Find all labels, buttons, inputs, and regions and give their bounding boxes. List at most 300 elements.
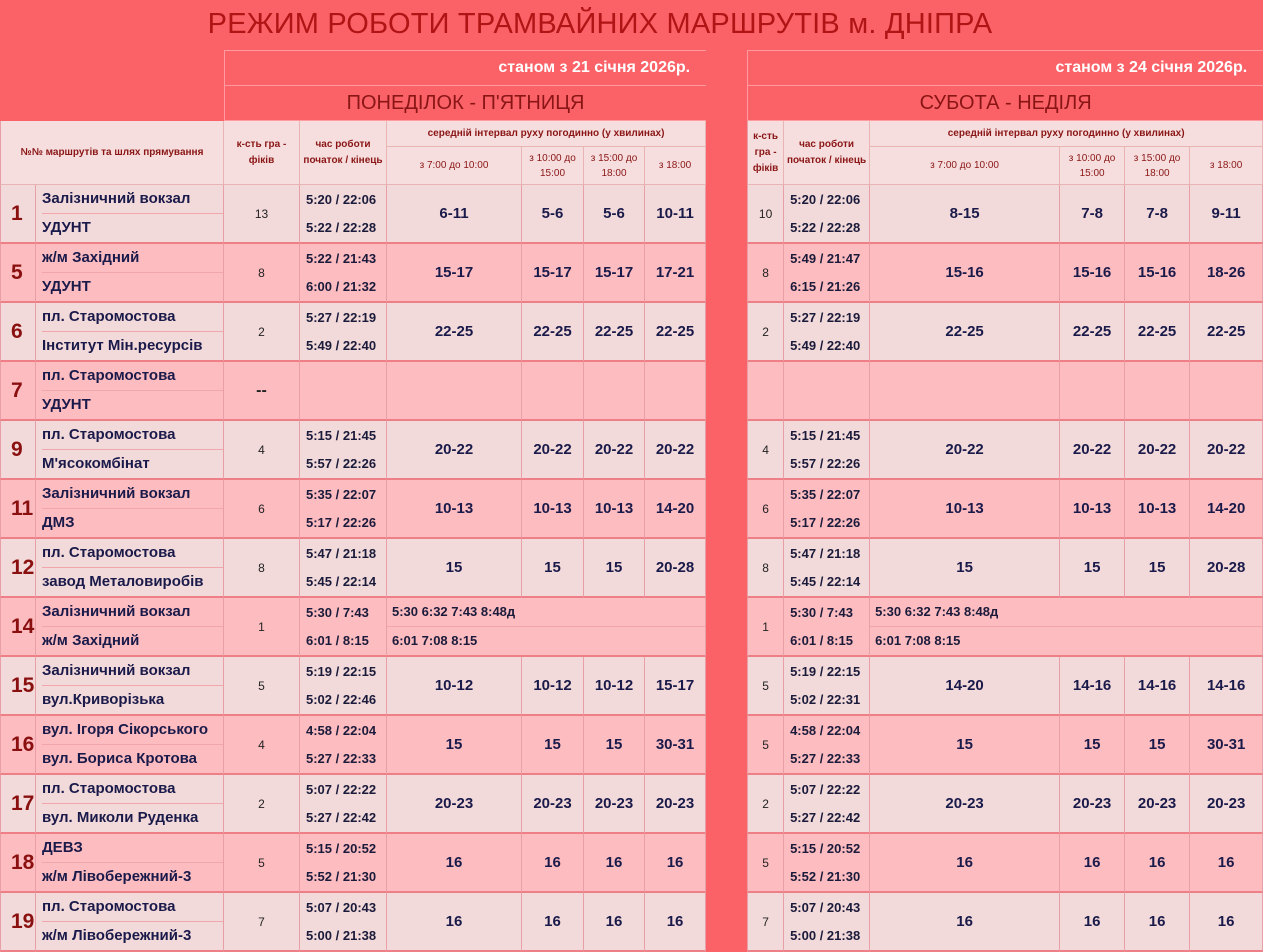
graph-count: 2	[747, 303, 784, 362]
start-time: 5:27 / 22:19	[306, 309, 377, 325]
graph-count: 1	[224, 598, 300, 657]
graph-count: 8	[747, 539, 784, 598]
interval-period-2: 20-23	[522, 775, 584, 834]
end-time: 5:52 / 21:30	[790, 868, 861, 884]
interval-period-3: 10-13	[1125, 480, 1190, 539]
interval-period-3: 15-16	[1125, 244, 1190, 303]
interval-period-1	[387, 362, 522, 421]
route-from: ж/м Західний	[42, 244, 223, 273]
work-hours	[784, 539, 870, 598]
interval-period-4: 18-26	[1190, 244, 1263, 303]
interval-period-3: 14-16	[1125, 657, 1190, 716]
column-gap	[706, 775, 747, 834]
route-to: ж/м Лівобережний-3	[42, 927, 192, 944]
column-gap	[706, 244, 747, 303]
interval-period-2: 16	[522, 893, 584, 952]
period-2-header-weekend: з 10:00 до 15:00	[1060, 147, 1125, 185]
work-hours	[784, 716, 870, 775]
interval-period-2: 15	[522, 539, 584, 598]
interval-period-1: 15-17	[387, 244, 522, 303]
column-gap	[706, 539, 747, 598]
interval-period-4: 16	[1190, 893, 1263, 952]
start-time: 5:07 / 22:22	[790, 781, 861, 797]
route-path	[36, 893, 224, 952]
route-from: ДЕВЗ	[42, 834, 223, 863]
interval-period-4: 15-17	[645, 657, 706, 716]
end-time: 5:45 / 22:14	[790, 573, 861, 589]
interval-period-3: 16	[1125, 834, 1190, 893]
route-to: вул.Криворізька	[42, 691, 165, 708]
route-number: 18	[0, 834, 36, 893]
graph-count: 5	[747, 716, 784, 775]
route-number: 6	[0, 303, 36, 362]
interval-period-1: 16	[387, 834, 522, 893]
interval-period-1: 20-22	[387, 421, 522, 480]
interval-period-1: 20-23	[387, 775, 522, 834]
interval-period-1: 16	[870, 834, 1060, 893]
interval-period-2: 20-23	[1060, 775, 1125, 834]
route-number: 11	[0, 480, 36, 539]
hours-header-weekend: час роботи початок / кінець	[784, 121, 870, 185]
interval-period-1: 15	[387, 539, 522, 598]
interval-period-2: 22-25	[1060, 303, 1125, 362]
route-path	[36, 303, 224, 362]
interval-period-3: 15	[1125, 539, 1190, 598]
departure-list	[387, 598, 706, 657]
interval-period-1: 15	[870, 539, 1060, 598]
start-time: 5:30 / 7:43	[790, 604, 853, 620]
route-to: вул. Бориса Кротова	[42, 750, 198, 767]
route-to: вул. Миколи Руденка	[42, 809, 199, 826]
interval-period-3: 20-22	[584, 421, 645, 480]
start-time: 5:19 / 22:15	[790, 663, 861, 679]
work-hours	[784, 657, 870, 716]
route-number: 15	[0, 657, 36, 716]
route-from: пл. Старомостова	[42, 539, 223, 568]
interval-period-2: 10-12	[522, 657, 584, 716]
start-time: 4:58 / 22:04	[306, 722, 377, 738]
start-time: 5:22 / 21:43	[306, 250, 377, 266]
route-path	[36, 834, 224, 893]
work-hours	[300, 421, 387, 480]
graph-count: 6	[747, 480, 784, 539]
start-time: 5:19 / 22:15	[306, 663, 377, 679]
graph-count: 1	[747, 598, 784, 657]
interval-period-3: 5-6	[584, 185, 645, 244]
interval-period-4: 16	[645, 893, 706, 952]
route-to: ж/м Лівобережний-3	[42, 868, 192, 885]
route-to: ДМЗ	[42, 514, 75, 531]
start-time: 5:20 / 22:06	[306, 191, 377, 207]
interval-period-1	[870, 362, 1060, 421]
interval-period-2: 16	[1060, 834, 1125, 893]
route-row	[0, 185, 1263, 244]
interval-period-1: 8-15	[870, 185, 1060, 244]
graph-count: 8	[747, 244, 784, 303]
start-time	[790, 363, 869, 391]
route-path	[36, 480, 224, 539]
interval-period-1: 10-13	[387, 480, 522, 539]
interval-period-1: 22-25	[387, 303, 522, 362]
route-from: пл. Старомостова	[42, 421, 223, 450]
page-title: РЕЖИМ РОБОТИ ТРАМВАЙНИХ МАРШРУТІВ м. ДНІПРА	[207, 8, 993, 40]
period-3-header: з 15:00 до 18:00	[584, 147, 645, 185]
work-hours	[300, 303, 387, 362]
interval-period-3: 16	[584, 834, 645, 893]
route-to: М'ясокомбінат	[42, 455, 150, 472]
end-time: 5:22 / 22:28	[306, 219, 377, 235]
column-gap	[706, 834, 747, 893]
interval-period-2: 22-25	[522, 303, 584, 362]
interval-period-4: 30-31	[1190, 716, 1263, 775]
end-time: 5:17 / 22:26	[306, 514, 377, 530]
route-path	[36, 539, 224, 598]
route-number: 12	[0, 539, 36, 598]
graph-count: 4	[747, 421, 784, 480]
end-time: 5:52 / 21:30	[306, 868, 377, 884]
graph-count: 5	[747, 834, 784, 893]
interval-period-4: 22-25	[1190, 303, 1263, 362]
interval-period-2	[1060, 362, 1125, 421]
interval-period-4: 20-22	[645, 421, 706, 480]
route-row	[0, 421, 1263, 480]
interval-period-4	[1190, 362, 1263, 421]
end-time: 5:00 / 21:38	[790, 927, 861, 943]
end-time: 6:01 / 8:15	[306, 632, 369, 648]
column-gap	[706, 185, 747, 244]
interval-period-3: 22-25	[1125, 303, 1190, 362]
route-path	[36, 244, 224, 303]
route-row	[0, 834, 1263, 893]
route-path	[36, 362, 224, 421]
route-to: УДУНТ	[42, 219, 91, 236]
start-time: 5:47 / 21:18	[306, 545, 377, 561]
work-hours	[300, 362, 387, 421]
interval-period-4: 16	[1190, 834, 1263, 893]
work-hours	[784, 480, 870, 539]
work-hours	[300, 657, 387, 716]
interval-period-3: 15	[584, 716, 645, 775]
work-hours	[300, 480, 387, 539]
interval-period-1: 15	[387, 716, 522, 775]
period-1-header-weekend: з 7:00 до 10:00	[870, 147, 1060, 185]
column-gap	[706, 480, 747, 539]
interval-period-1: 15	[870, 716, 1060, 775]
route-to: Інститут Мін.ресурсів	[42, 337, 203, 354]
column-gap	[706, 362, 747, 421]
end-time: 5:22 / 22:28	[790, 219, 861, 235]
graph-count: 8	[224, 539, 300, 598]
interval-period-2: 15-16	[1060, 244, 1125, 303]
graph-count	[747, 362, 784, 421]
route-row	[0, 598, 1263, 657]
interval-period-3: 20-23	[584, 775, 645, 834]
route-from: пл. Старомостова	[42, 303, 223, 332]
weekday-label: ПОНЕДІЛОК - П'ЯТНИЦЯ	[224, 85, 706, 121]
route-row	[0, 362, 1263, 421]
end-time: 5:27 / 22:42	[790, 809, 861, 825]
interval-period-4	[645, 362, 706, 421]
interval-period-1: 10-12	[387, 657, 522, 716]
interval-period-2: 16	[1060, 893, 1125, 952]
interval-period-4: 14-20	[1190, 480, 1263, 539]
route-from: вул. Ігоря Сікорського	[42, 716, 223, 745]
interval-period-1: 14-20	[870, 657, 1060, 716]
graph-count: 4	[224, 716, 300, 775]
graph-count: 5	[747, 657, 784, 716]
work-hours	[784, 598, 870, 657]
route-from: Залізничний вокзал	[42, 480, 223, 509]
column-gap	[706, 303, 747, 362]
interval-period-2: 10-13	[1060, 480, 1125, 539]
column-gap	[706, 598, 747, 657]
end-time	[306, 391, 386, 419]
route-number: 14	[0, 598, 36, 657]
interval-period-1: 10-13	[870, 480, 1060, 539]
departures-bottom: 6:01 7:08 8:15	[875, 633, 961, 648]
interval-period-4: 17-21	[645, 244, 706, 303]
work-hours	[784, 421, 870, 480]
route-row	[0, 244, 1263, 303]
route-row	[0, 657, 1263, 716]
interval-period-1: 22-25	[870, 303, 1060, 362]
interval-period-2: 7-8	[1060, 185, 1125, 244]
work-hours	[300, 775, 387, 834]
route-number: 17	[0, 775, 36, 834]
interval-period-2: 15-17	[522, 244, 584, 303]
graph-count: 10	[747, 185, 784, 244]
interval-period-4: 14-16	[1190, 657, 1263, 716]
end-time: 6:00 / 21:32	[306, 278, 377, 294]
interval-period-3: 15-17	[584, 244, 645, 303]
interval-period-4: 9-11	[1190, 185, 1263, 244]
weekend-label: СУБОТА - НЕДІЛЯ	[747, 85, 1263, 121]
interval-period-4: 20-22	[1190, 421, 1263, 480]
end-time: 5:57 / 22:26	[306, 455, 377, 471]
route-header: №№ маршрутів та шлях прямування	[0, 121, 224, 185]
end-time: 5:45 / 22:14	[306, 573, 377, 589]
start-time: 5:49 / 21:47	[790, 250, 861, 266]
start-time: 5:15 / 21:45	[790, 427, 861, 443]
work-hours	[300, 834, 387, 893]
route-from: Залізничний вокзал	[42, 657, 223, 686]
interval-period-4: 10-11	[645, 185, 706, 244]
route-row	[0, 775, 1263, 834]
work-hours	[300, 716, 387, 775]
start-time: 5:07 / 20:43	[306, 899, 377, 915]
route-from: Залізничний вокзал	[42, 598, 223, 627]
period-4-header: з 18:00	[645, 147, 706, 185]
start-time: 5:15 / 20:52	[306, 840, 377, 856]
work-hours	[784, 362, 870, 421]
interval-period-4: 20-28	[1190, 539, 1263, 598]
interval-period-1: 20-22	[870, 421, 1060, 480]
graph-count: 2	[224, 775, 300, 834]
interval-period-3: 10-12	[584, 657, 645, 716]
end-time: 5:02 / 22:31	[790, 691, 861, 707]
start-time: 5:20 / 22:06	[790, 191, 861, 207]
end-time: 5:27 / 22:42	[306, 809, 377, 825]
route-number: 1	[0, 185, 36, 244]
route-to: УДУНТ	[42, 396, 91, 413]
weekday-as-of: станом з 21 січня 2026р.	[224, 50, 706, 85]
work-hours	[784, 303, 870, 362]
column-gap	[706, 657, 747, 716]
interval-period-2: 15	[1060, 716, 1125, 775]
start-time: 5:15 / 21:45	[306, 427, 377, 443]
route-path	[36, 775, 224, 834]
interval-period-2: 14-16	[1060, 657, 1125, 716]
start-time: 4:58 / 22:04	[790, 722, 861, 738]
route-from: Залізничний вокзал	[42, 185, 223, 214]
work-hours	[784, 244, 870, 303]
interval-period-3: 16	[584, 893, 645, 952]
end-time: 5:00 / 21:38	[306, 927, 377, 943]
start-time: 5:35 / 22:07	[790, 486, 861, 502]
route-path	[36, 657, 224, 716]
interval-header: середній інтервал руху погодинно (у хвилинах)	[387, 121, 706, 147]
count-header-weekend: к-сть гра - фіків	[747, 121, 784, 185]
end-time: 5:02 / 22:46	[306, 691, 377, 707]
interval-period-2: 15	[1060, 539, 1125, 598]
start-time: 5:27 / 22:19	[790, 309, 861, 325]
interval-period-2: 10-13	[522, 480, 584, 539]
graph-count: 7	[747, 893, 784, 952]
interval-header-weekend: середній інтервал руху погодинно (у хвилинах)	[870, 121, 1263, 147]
route-row	[0, 539, 1263, 598]
interval-period-3: 15	[584, 539, 645, 598]
interval-period-2: 5-6	[522, 185, 584, 244]
interval-period-3: 20-23	[1125, 775, 1190, 834]
route-to: ж/м Західний	[42, 632, 140, 649]
end-time: 5:27 / 22:33	[790, 750, 861, 766]
work-hours	[784, 893, 870, 952]
interval-period-2: 20-22	[522, 421, 584, 480]
interval-period-1: 6-11	[387, 185, 522, 244]
interval-period-3: 10-13	[584, 480, 645, 539]
column-gap	[706, 421, 747, 480]
period-2-header: з 10:00 до 15:00	[522, 147, 584, 185]
column-gap	[706, 893, 747, 952]
route-to: УДУНТ	[42, 278, 91, 295]
route-path	[36, 598, 224, 657]
work-hours	[300, 244, 387, 303]
end-time: 5:27 / 22:33	[306, 750, 377, 766]
period-1-header: з 7:00 до 10:00	[387, 147, 522, 185]
interval-period-3	[584, 362, 645, 421]
weekend-as-of: станом з 24 січня 2026р.	[747, 50, 1263, 85]
end-time: 6:01 / 8:15	[790, 632, 853, 648]
route-from: пл. Старомостова	[42, 775, 223, 804]
route-to: завод Металовиробів	[42, 573, 204, 590]
route-row	[0, 893, 1263, 952]
start-time	[306, 363, 386, 391]
route-row	[0, 716, 1263, 775]
work-hours	[300, 539, 387, 598]
interval-period-2: 15	[522, 716, 584, 775]
route-row	[0, 303, 1263, 362]
route-number: 9	[0, 421, 36, 480]
graph-count: 2	[224, 303, 300, 362]
interval-period-3: 7-8	[1125, 185, 1190, 244]
route-number: 19	[0, 893, 36, 952]
departures-top: 5:30 6:32 7:43 8:48д	[387, 598, 705, 627]
interval-period-4: 30-31	[645, 716, 706, 775]
column-gap	[706, 716, 747, 775]
route-path	[36, 716, 224, 775]
interval-period-3: 20-22	[1125, 421, 1190, 480]
departures-top: 5:30 6:32 7:43 8:48д	[870, 598, 1262, 627]
graph-count: 13	[224, 185, 300, 244]
interval-period-3: 15	[1125, 716, 1190, 775]
period-4-header-weekend: з 18:00	[1190, 147, 1263, 185]
interval-period-1: 15-16	[870, 244, 1060, 303]
end-time: 5:17 / 22:26	[790, 514, 861, 530]
graph-count: 8	[224, 244, 300, 303]
interval-period-4: 20-23	[645, 775, 706, 834]
departures-bottom: 6:01 7:08 8:15	[392, 633, 478, 648]
start-time: 5:30 / 7:43	[306, 604, 369, 620]
schedule-table	[0, 50, 1263, 952]
interval-period-4: 20-28	[645, 539, 706, 598]
graph-count: --	[224, 362, 300, 421]
interval-period-2: 20-22	[1060, 421, 1125, 480]
end-time: 5:49 / 22:40	[790, 337, 861, 353]
interval-period-4: 16	[645, 834, 706, 893]
route-from: пл. Старомостова	[42, 893, 223, 922]
end-time: 6:15 / 21:26	[790, 278, 861, 294]
work-hours	[784, 185, 870, 244]
departure-list	[870, 598, 1263, 657]
period-3-header-weekend: з 15:00 до 18:00	[1125, 147, 1190, 185]
interval-period-3	[1125, 362, 1190, 421]
graph-count: 5	[224, 657, 300, 716]
route-path	[36, 185, 224, 244]
graph-count: 4	[224, 421, 300, 480]
work-hours	[300, 893, 387, 952]
graph-count: 6	[224, 480, 300, 539]
start-time: 5:07 / 22:22	[306, 781, 377, 797]
start-time: 5:07 / 20:43	[790, 899, 861, 915]
hours-header: час роботи початок / кінець	[300, 121, 387, 185]
route-path	[36, 421, 224, 480]
route-number: 16	[0, 716, 36, 775]
interval-period-4: 14-20	[645, 480, 706, 539]
graph-count: 5	[224, 834, 300, 893]
interval-period-4: 22-25	[645, 303, 706, 362]
interval-period-1: 16	[387, 893, 522, 952]
end-time	[790, 391, 869, 419]
work-hours	[784, 834, 870, 893]
route-from: пл. Старомостова	[42, 362, 223, 391]
end-time: 5:49 / 22:40	[306, 337, 377, 353]
interval-period-2	[522, 362, 584, 421]
route-row	[0, 480, 1263, 539]
interval-period-3: 16	[1125, 893, 1190, 952]
route-number: 5	[0, 244, 36, 303]
interval-period-3: 22-25	[584, 303, 645, 362]
work-hours	[300, 598, 387, 657]
graph-count: 7	[224, 893, 300, 952]
start-time: 5:47 / 21:18	[790, 545, 861, 561]
count-header: к-сть гра - фіків	[224, 121, 300, 185]
graph-count: 2	[747, 775, 784, 834]
interval-period-1: 16	[870, 893, 1060, 952]
work-hours	[300, 185, 387, 244]
interval-period-2: 16	[522, 834, 584, 893]
route-number: 7	[0, 362, 36, 421]
interval-period-4: 20-23	[1190, 775, 1263, 834]
